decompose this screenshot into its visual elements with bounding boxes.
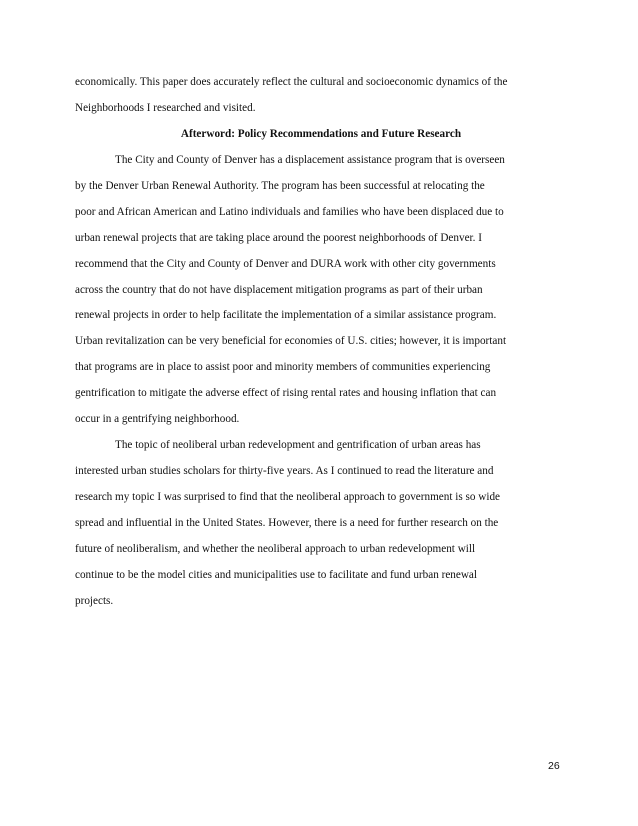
text-line: research my topic I was surprised to find that the neoliberal approach to government is so wide: [75, 491, 500, 503]
paragraph-first-line: The topic of neoliberal urban redevelopment and gentrification of urban areas has: [115, 439, 481, 452]
text-line: that programs are in place to assist poor and minority members of communities experiencing: [75, 361, 491, 374]
page-number: 26: [548, 760, 560, 772]
text-line: urban renewal projects that are taking place around the poorest neighborhoods of Denver. I: [75, 231, 482, 244]
text-line: Urban revitalization can be very beneficial for economies of U.S. cities; however, it is important: [75, 335, 507, 348]
text-line: occur in a gentrifying neighborhood.: [75, 413, 240, 426]
body-text: [75, 70, 567, 615]
text-line: gentrification to mitigate the adverse effect of rising rental rates and housing inflation that can: [75, 387, 497, 400]
text-line: recommend that the City and County of Denver and DURA work with other city governments: [75, 257, 496, 270]
text-line: poor and African American and Latino individuals and families who have been displaced due to: [75, 205, 504, 218]
section-heading: Afterword: Policy Recommendations and Future Research: [180, 127, 462, 140]
text-line: by the Denver Urban Renewal Authority. The program has been successful at relocating the: [75, 179, 485, 192]
text-line: continue to be the model cities and municipalities use to facilitate and fund urban renewal: [75, 568, 477, 581]
text-line: spread and influential in the United States. However, there is a need for further research on the: [75, 516, 499, 529]
text-line: projects.: [75, 594, 114, 607]
text-line: across the country that do not have displacement mitigation programs as part of their urban: [75, 283, 483, 296]
text-line: Neighborhoods I researched and visited.: [75, 101, 256, 114]
text-line: economically. This paper does accurately reflect the cultural and socioeconomic dynamics of the: [75, 76, 508, 88]
paragraph-first-line: The City and County of Denver has a displacement assistance program that is overseen: [115, 153, 505, 166]
text-line: interested urban studies scholars for thirty-five years. As I continued to read the literature and: [75, 465, 494, 478]
text-line: future of neoliberalism, and whether the neoliberal approach to urban redevelopment will: [75, 542, 476, 555]
text-line: renewal projects in order to help facilitate the implementation of a similar assistance program.: [75, 309, 497, 322]
